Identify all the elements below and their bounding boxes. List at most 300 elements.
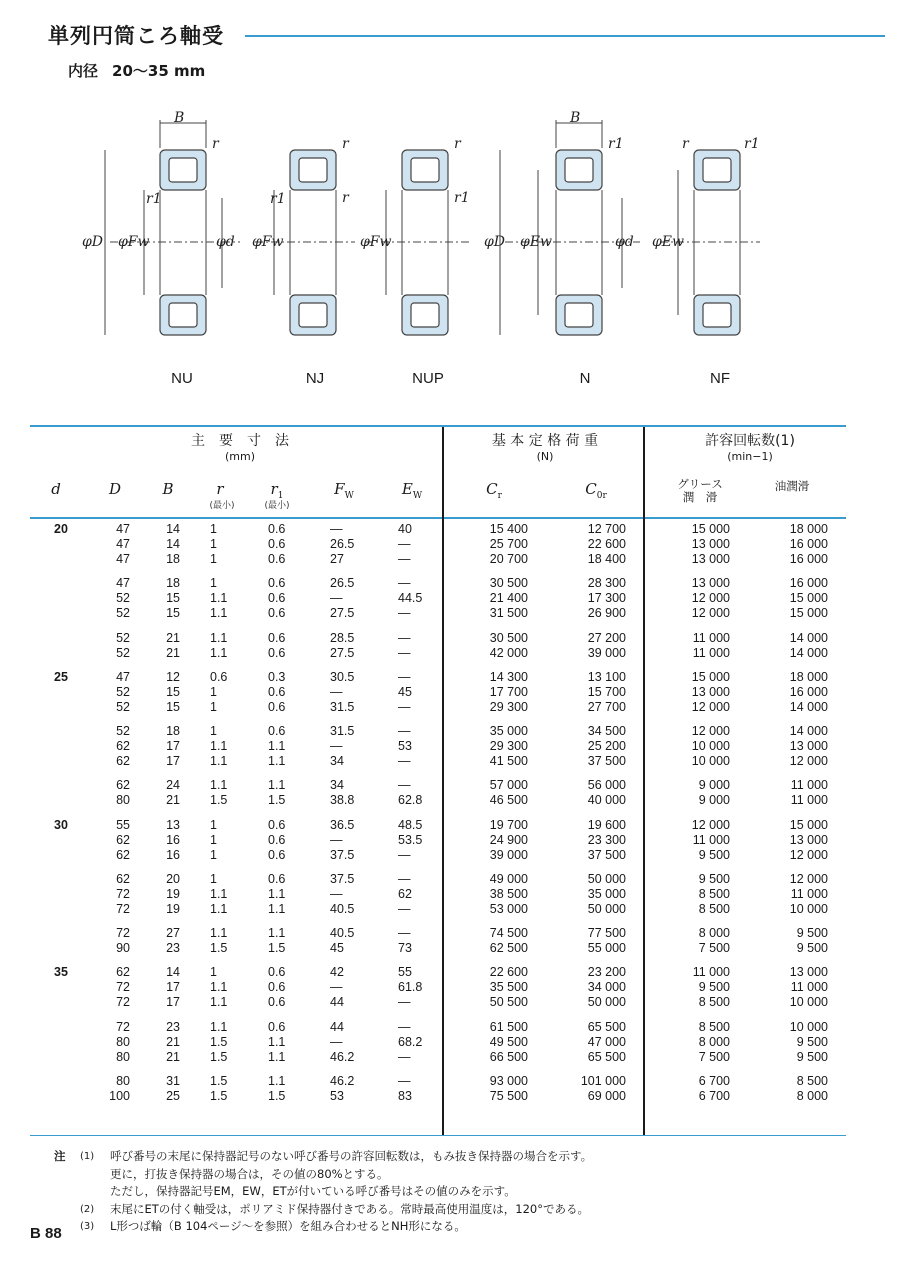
- dim-r1-nu: r1: [146, 191, 162, 207]
- table-row: [0, 1020, 900, 1035]
- cell-grease: 12 000: [691, 724, 730, 739]
- cell-r1: 1.1: [268, 886, 286, 901]
- cell-r: 1: [210, 832, 217, 847]
- cell-cr: 50 500: [489, 995, 528, 1010]
- cell-D: 72: [116, 901, 130, 916]
- table-row-group: [0, 1074, 900, 1104]
- cell-fw: —: [330, 980, 343, 995]
- cell-B: 21: [166, 793, 180, 808]
- cell-cr: 35 000: [489, 724, 528, 739]
- cell-r1: 1.5: [268, 1088, 286, 1103]
- cell-ew: 61.8: [398, 980, 423, 995]
- cell-D: 47: [116, 552, 130, 567]
- cell-r: 1.1: [210, 778, 228, 793]
- cell-grease: 11 000: [692, 645, 730, 660]
- table-body: [0, 522, 900, 1113]
- diagram-label-nf: NF: [710, 370, 730, 387]
- cell-B: 14: [166, 965, 180, 980]
- cell-fw: 27: [330, 552, 344, 567]
- col-D: D: [108, 480, 122, 498]
- cell-ew: 53: [398, 739, 412, 754]
- cell-D: 72: [116, 926, 130, 941]
- cell-cr: 62 500: [489, 941, 528, 956]
- cell-B: 21: [166, 1049, 180, 1064]
- table-row: [0, 700, 900, 715]
- cell-r1: 1.1: [268, 778, 286, 793]
- dim-phid-outer-nu: φD: [82, 234, 104, 250]
- cell-r: 0.6: [210, 669, 228, 684]
- cell-grease: 13 000: [691, 684, 730, 699]
- bore-range: [68, 60, 205, 81]
- cell-ew: —: [398, 606, 411, 621]
- cell-oil: 18 000: [789, 669, 828, 684]
- cell-cr: 15 400: [489, 522, 528, 536]
- note-2: [54, 1201, 592, 1219]
- diagram-label-nj: NJ: [305, 370, 325, 387]
- col-r: r: [216, 480, 224, 498]
- dim-r1-nup: r1: [454, 190, 470, 206]
- cell-d: 20: [54, 522, 68, 536]
- header-speed-unit: (min−1): [727, 450, 773, 463]
- cell-c0r: 12 700: [587, 522, 626, 536]
- cell-cr: 21 400: [489, 591, 528, 606]
- cell-r: 1: [210, 724, 217, 739]
- cell-grease: 13 000: [691, 576, 730, 591]
- dim-phid-bore-nu: φd: [216, 234, 235, 250]
- cell-fw: 42: [330, 965, 344, 980]
- table-row-group: [0, 522, 900, 567]
- cell-fw: 46.2: [330, 1049, 355, 1064]
- cell-r1: 1.1: [268, 1049, 286, 1064]
- cell-cr: 57 000: [489, 778, 528, 793]
- cell-ew: —: [398, 847, 411, 862]
- cell-B: 18: [166, 724, 180, 739]
- cell-ew: —: [398, 576, 411, 591]
- cell-ew: 83: [398, 1088, 412, 1103]
- cell-D: 80: [116, 793, 130, 808]
- cell-c0r: 34 500: [587, 724, 626, 739]
- cell-cr: 41 500: [489, 754, 528, 769]
- cell-c0r: 50 000: [587, 871, 626, 886]
- table-row: [0, 631, 900, 646]
- cell-B: 16: [166, 832, 180, 847]
- table-row: [0, 833, 900, 848]
- cell-fw: —: [330, 591, 343, 606]
- table-row-group: [0, 965, 900, 1010]
- cell-ew: 68.2: [398, 1034, 423, 1049]
- cell-B: 23: [166, 941, 180, 956]
- table-row: [0, 902, 900, 917]
- bore-label: 内径: [68, 62, 99, 80]
- cell-ew: 73: [398, 941, 412, 956]
- cell-ew: —: [398, 552, 411, 567]
- cell-r: 1: [210, 576, 217, 591]
- cell-r1: 0.6: [268, 645, 286, 660]
- cell-grease: 7 500: [698, 1049, 730, 1064]
- cell-oil: 9 500: [796, 941, 828, 956]
- cell-ew: —: [398, 645, 411, 660]
- table-row: [0, 576, 900, 591]
- table-row: [0, 522, 900, 537]
- cell-B: 21: [166, 1034, 180, 1049]
- table-row: [0, 995, 900, 1010]
- cell-D: 62: [116, 965, 130, 980]
- cell-r: 1.1: [210, 630, 228, 645]
- cell-r1: 0.6: [268, 871, 286, 886]
- cell-fw: —: [330, 684, 343, 699]
- cell-fw: —: [330, 739, 343, 754]
- table-row-group: [0, 818, 900, 863]
- cell-D: 62: [116, 832, 130, 847]
- cell-ew: —: [398, 901, 411, 916]
- cell-r1: 1.5: [268, 793, 286, 808]
- table-row: [0, 887, 900, 902]
- cell-D: 90: [116, 941, 130, 956]
- cell-c0r: 13 100: [587, 669, 626, 684]
- cell-fw: 40.5: [330, 926, 355, 941]
- cell-grease: 11 000: [692, 832, 730, 847]
- cell-r1: 1.1: [268, 754, 286, 769]
- cell-oil: 14 000: [789, 645, 828, 660]
- cell-c0r: 65 500: [587, 1049, 626, 1064]
- cell-ew: 48.5: [398, 817, 423, 832]
- cell-r1: 0.6: [268, 995, 286, 1010]
- cell-r: 1: [210, 552, 217, 567]
- cell-r: 1: [210, 537, 217, 552]
- note-1b: [54, 1166, 592, 1184]
- cell-oil: 14 000: [789, 724, 828, 739]
- cell-c0r: 26 900: [587, 606, 626, 621]
- dim-r1-nf: r1: [744, 136, 760, 152]
- cell-grease: 8 500: [698, 1019, 730, 1034]
- cell-oil: 13 000: [789, 739, 828, 754]
- cell-cr: 39 000: [489, 847, 528, 862]
- cell-ew: 44.5: [398, 591, 423, 606]
- cell-B: 14: [166, 522, 180, 536]
- cell-D: 52: [116, 684, 130, 699]
- cell-grease: 8 000: [698, 1034, 730, 1049]
- cell-ew: —: [398, 1073, 411, 1088]
- cell-r: 1: [210, 522, 217, 536]
- cell-r1: 0.6: [268, 630, 286, 645]
- cell-oil: 14 000: [789, 699, 828, 714]
- cell-oil: 13 000: [789, 832, 828, 847]
- table-row: [0, 848, 900, 863]
- cell-r: 1.5: [210, 1034, 228, 1049]
- header-load-unit: (N): [536, 450, 554, 463]
- cell-oil: 14 000: [789, 630, 828, 645]
- table-row: [0, 872, 900, 887]
- cell-B: 15: [166, 684, 180, 699]
- cell-oil: 15 000: [789, 817, 828, 832]
- cell-oil: 8 500: [796, 1073, 828, 1088]
- table-bottom-rule: [30, 1135, 846, 1136]
- cell-r: 1.1: [210, 901, 228, 916]
- dim-r1-n: r1: [608, 136, 624, 152]
- table-row: [0, 724, 900, 739]
- table-row: [0, 739, 900, 754]
- cell-B: 27: [166, 926, 180, 941]
- cell-D: 80: [116, 1073, 130, 1088]
- col-c0r: [576, 480, 616, 501]
- table-row-group: [0, 670, 900, 715]
- table-row-group: [0, 926, 900, 956]
- cell-cr: 17 700: [489, 684, 528, 699]
- cell-fw: 31.5: [330, 724, 355, 739]
- cell-oil: 11 000: [790, 980, 828, 995]
- cell-fw: 40.5: [330, 901, 355, 916]
- cell-r: 1.5: [210, 1088, 228, 1103]
- cell-r: 1.1: [210, 980, 228, 995]
- title-rule: [245, 35, 885, 37]
- cell-r: 1.5: [210, 941, 228, 956]
- table-row: [0, 670, 900, 685]
- cell-c0r: 37 500: [587, 754, 626, 769]
- cell-B: 24: [166, 778, 180, 793]
- cell-r1: 0.6: [268, 684, 286, 699]
- cell-fw: —: [330, 832, 343, 847]
- cell-fw: —: [330, 522, 343, 536]
- cell-fw: 53: [330, 1088, 344, 1103]
- cell-ew: —: [398, 1049, 411, 1064]
- cell-fw: 38.8: [330, 793, 355, 808]
- cell-c0r: 69 000: [587, 1088, 626, 1103]
- cell-c0r: 65 500: [587, 1019, 626, 1034]
- cell-oil: 9 500: [796, 926, 828, 941]
- cell-D: 62: [116, 847, 130, 862]
- cell-r: 1: [210, 965, 217, 980]
- cell-grease: 8 000: [698, 926, 730, 941]
- table-header-rule: [30, 517, 846, 519]
- dim-phifw-nu: φFw: [118, 234, 150, 250]
- cell-oil: 9 500: [796, 1034, 828, 1049]
- cell-cr: 19 700: [489, 817, 528, 832]
- cell-d: 30: [54, 817, 68, 832]
- cell-B: 13: [166, 817, 180, 832]
- cell-cr: 24 900: [489, 832, 528, 847]
- table-row: [0, 941, 900, 956]
- cell-D: 100: [109, 1088, 130, 1103]
- cell-D: 62: [116, 778, 130, 793]
- col-ew: [390, 480, 434, 501]
- table-row: [0, 685, 900, 700]
- cell-B: 21: [166, 630, 180, 645]
- cell-r1: 0.6: [268, 591, 286, 606]
- col-cr-sub: r: [497, 491, 502, 501]
- table-row: [0, 552, 900, 567]
- cell-r1: 0.6: [268, 537, 286, 552]
- note-2-text: 末尾にETの付く軸受は，ポリアミド保持器付きである。常時最高使用温度は，120°である。: [110, 1201, 589, 1216]
- cell-oil: 15 000: [789, 606, 828, 621]
- cell-cr: 29 300: [489, 739, 528, 754]
- header-main-dims: 主 要 寸 法: [191, 433, 289, 449]
- cell-c0r: 28 300: [587, 576, 626, 591]
- cell-fw: 44: [330, 995, 344, 1010]
- cell-oil: 11 000: [790, 886, 828, 901]
- cell-ew: —: [398, 630, 411, 645]
- cell-fw: 26.5: [330, 576, 355, 591]
- cell-grease: 8 500: [698, 995, 730, 1010]
- header-load: 基 本 定 格 荷 重: [491, 433, 599, 449]
- cell-B: 19: [166, 886, 180, 901]
- cell-grease: 7 500: [698, 941, 730, 956]
- diagram-label-n: N: [579, 370, 591, 387]
- cell-r1: 0.6: [268, 576, 286, 591]
- cell-B: 16: [166, 847, 180, 862]
- cell-fw: 30.5: [330, 669, 355, 684]
- notes: [54, 1148, 592, 1236]
- cell-r: 1.5: [210, 793, 228, 808]
- cell-oil: 10 000: [789, 901, 828, 916]
- dim-phid-outer-n: φD: [484, 234, 506, 250]
- dim-phifw-nj: φFw: [252, 234, 284, 250]
- cell-D: 52: [116, 630, 130, 645]
- table-row-group: [0, 1020, 900, 1065]
- col-oil: 油潤滑: [774, 479, 810, 493]
- cell-oil: 9 500: [796, 1049, 828, 1064]
- dim-r1-nj: r1: [270, 191, 286, 207]
- cell-cr: 49 000: [489, 871, 528, 886]
- page-number: B 88: [30, 1225, 62, 1242]
- table-row: [0, 778, 900, 793]
- cell-oil: 18 000: [789, 522, 828, 536]
- cell-oil: 12 000: [789, 847, 828, 862]
- table-row: [0, 606, 900, 621]
- dim-phiew-nf: φEw: [652, 234, 685, 250]
- note-1-text-c: ただし，保持器記号EM，EW，ETが付いている呼び番号はその値のみを示す。: [110, 1184, 516, 1198]
- cell-cr: 66 500: [489, 1049, 528, 1064]
- col-fw: [322, 480, 366, 501]
- page-title: 単列円筒ころ軸受: [48, 24, 224, 48]
- cell-c0r: 27 700: [587, 699, 626, 714]
- table-row: [0, 754, 900, 769]
- cell-B: 14: [166, 537, 180, 552]
- cell-ew: —: [398, 699, 411, 714]
- cell-D: 47: [116, 537, 130, 552]
- cell-ew: 53.5: [398, 832, 423, 847]
- cell-r1: 0.6: [268, 552, 286, 567]
- cell-cr: 61 500: [489, 1019, 528, 1034]
- cell-cr: 74 500: [489, 926, 528, 941]
- cell-c0r: 37 500: [587, 847, 626, 862]
- col-fw-letter: F: [334, 480, 345, 498]
- cell-B: 18: [166, 576, 180, 591]
- table-row: [0, 591, 900, 606]
- note-min-r: (最小): [209, 501, 235, 511]
- cell-D: 47: [116, 522, 130, 536]
- col-ew-sub: W: [412, 491, 423, 501]
- cell-oil: 16 000: [789, 576, 828, 591]
- table-row: [0, 1035, 900, 1050]
- table-top-rule: [30, 425, 846, 427]
- note-3-number: (3): [80, 1221, 95, 1232]
- cell-grease: 9 500: [698, 871, 730, 886]
- cell-grease: 9 000: [698, 778, 730, 793]
- cell-fw: —: [330, 1034, 343, 1049]
- cell-cr: 29 300: [489, 699, 528, 714]
- cell-oil: 11 000: [790, 778, 828, 793]
- cell-r: 1.1: [210, 926, 228, 941]
- cell-cr: 46 500: [489, 793, 528, 808]
- table-row: [0, 537, 900, 552]
- bearing-diagrams: [0, 100, 900, 400]
- cell-B: 17: [166, 995, 180, 1010]
- dim-r-nj-2: r: [342, 190, 349, 206]
- note-1-text-b: 更に，打抜き保持器の場合は，その値の80%とする。: [110, 1166, 389, 1181]
- cell-c0r: 77 500: [587, 926, 626, 941]
- cell-D: 52: [116, 606, 130, 621]
- cell-ew: 62: [398, 886, 412, 901]
- cell-oil: 16 000: [789, 552, 828, 567]
- cell-fw: 36.5: [330, 817, 355, 832]
- cell-c0r: 18 400: [587, 552, 626, 567]
- cell-c0r: 25 200: [587, 739, 626, 754]
- cell-grease: 10 000: [691, 739, 730, 754]
- cell-cr: 93 000: [489, 1073, 528, 1088]
- cell-grease: 12 000: [691, 817, 730, 832]
- cell-c0r: 55 000: [587, 941, 626, 956]
- cell-D: 52: [116, 699, 130, 714]
- cell-grease: 9 000: [698, 793, 730, 808]
- header-speed: 許容回転数(1): [705, 433, 795, 449]
- cell-r: 1.1: [210, 606, 228, 621]
- cell-oil: 15 000: [789, 591, 828, 606]
- cell-grease: 12 000: [691, 606, 730, 621]
- cell-B: 18: [166, 552, 180, 567]
- cell-cr: 75 500: [489, 1088, 528, 1103]
- cell-grease: 13 000: [691, 552, 730, 567]
- diagram-label-nu: NU: [171, 370, 193, 387]
- cell-cr: 53 000: [489, 901, 528, 916]
- cell-c0r: 101 000: [580, 1073, 626, 1088]
- dim-r-nj: r: [342, 136, 349, 152]
- cell-r: 1: [210, 684, 217, 699]
- cell-c0r: 19 600: [587, 817, 626, 832]
- col-B: B: [162, 480, 174, 498]
- cell-ew: 55: [398, 965, 412, 980]
- dim-r-nu: r: [212, 136, 219, 152]
- cell-r1: 1.1: [268, 1073, 286, 1088]
- cell-c0r: 22 600: [587, 537, 626, 552]
- dim-r-nup: r: [454, 136, 461, 152]
- cell-D: 52: [116, 591, 130, 606]
- cell-r1: 0.3: [268, 669, 286, 684]
- table-row: [0, 926, 900, 941]
- cell-c0r: 15 700: [587, 684, 626, 699]
- cell-r1: 0.6: [268, 980, 286, 995]
- cell-cr: 30 500: [489, 576, 528, 591]
- cell-r: 1.1: [210, 1019, 228, 1034]
- table-row-group: [0, 576, 900, 621]
- cell-ew: —: [398, 1019, 411, 1034]
- cell-c0r: 56 000: [587, 778, 626, 793]
- cell-oil: 16 000: [789, 537, 828, 552]
- cell-oil: 8 000: [796, 1088, 828, 1103]
- table-row: [0, 646, 900, 661]
- col-ew-letter: E: [401, 480, 413, 498]
- cell-B: 21: [166, 645, 180, 660]
- cell-c0r: 50 000: [587, 995, 626, 1010]
- dim-phid-bore-n: φd: [615, 234, 634, 250]
- cell-r1: 1.1: [268, 739, 286, 754]
- cell-r: 1.5: [210, 1073, 228, 1088]
- cell-r: 1.1: [210, 886, 228, 901]
- col-fw-sub: W: [344, 491, 354, 501]
- cell-c0r: 47 000: [587, 1034, 626, 1049]
- cell-grease: 10 000: [691, 754, 730, 769]
- cell-B: 20: [166, 871, 180, 886]
- table-row-group: [0, 872, 900, 917]
